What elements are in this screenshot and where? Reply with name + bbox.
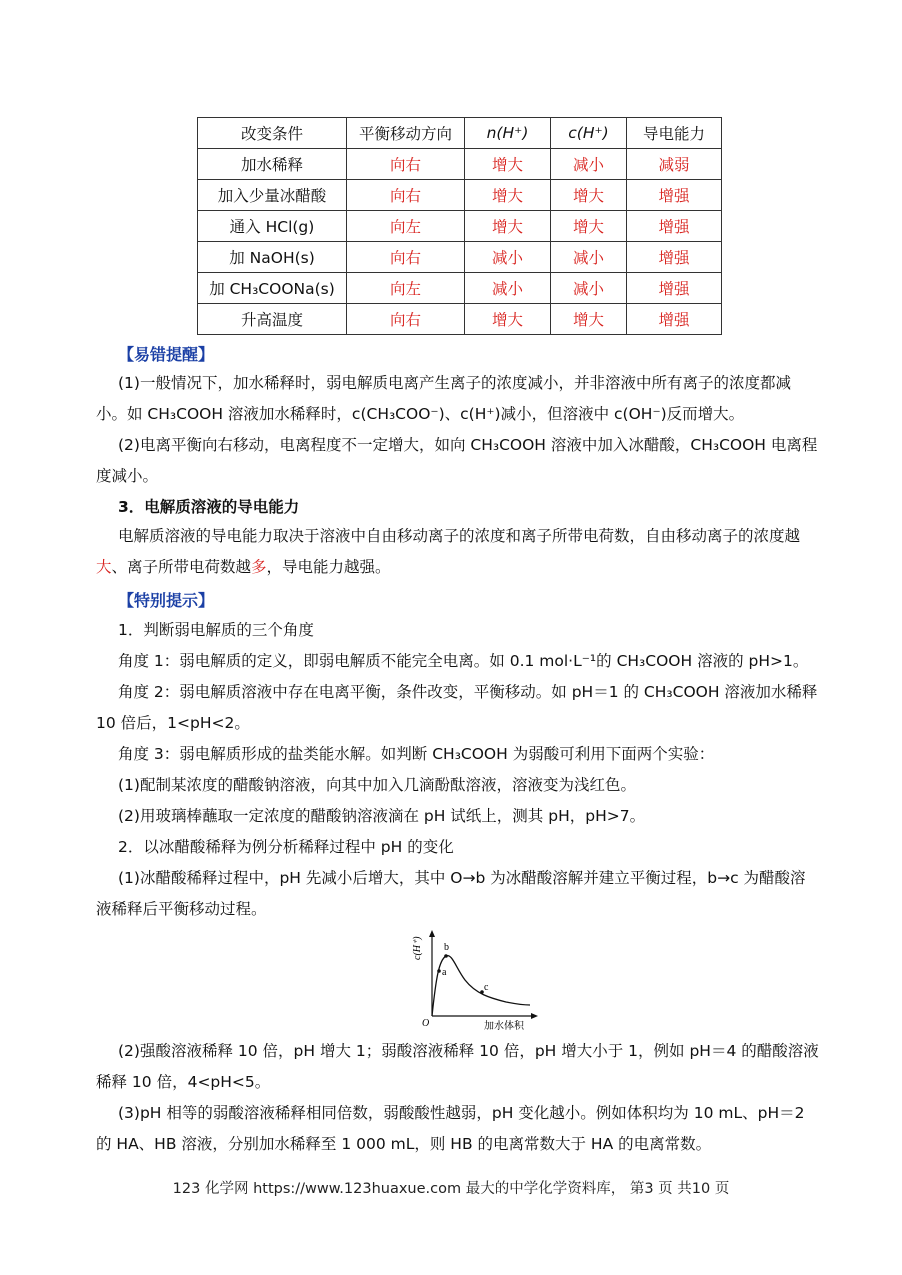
table-cell: 增强 xyxy=(627,273,722,304)
section-3-text-c: ，导电能力越强。 xyxy=(266,558,391,576)
table-cell: 增大 xyxy=(551,180,627,211)
table-cell: 增强 xyxy=(627,242,722,273)
table-cell: 增强 xyxy=(627,211,722,242)
table-cell: 加水稀释 xyxy=(198,149,347,180)
special-tip-heading-2: 2．以冰醋酸稀释为例分析稀释过程中 pH 的变化 xyxy=(118,838,454,856)
table-row xyxy=(198,304,722,335)
table-cell: 向右 xyxy=(347,180,465,211)
table-cell: 减弱 xyxy=(627,149,722,180)
table-cell: 加入少量冰醋酸 xyxy=(198,180,347,211)
experiment-1-text: (1)配制某浓度的醋酸钠溶液，向其中加入几滴酚酞溶液，溶液变为浅红色。 xyxy=(118,776,636,794)
error-tip-paragraph-2: (2)电离平衡向右移动，电离程度不一定增大，如向 CH₃COOH 溶液中加入冰醋酸，CH₃COOH 电离程度减小。 xyxy=(96,436,818,485)
table-cell: 向右 xyxy=(347,149,465,180)
table-header: c(H⁺) xyxy=(551,118,627,149)
dilution-text-2: (2)强酸溶液稀释 10 倍，pH 增大 1；弱酸溶液稀释 10 倍，pH 增大小于 1，例如 pH＝4 的醋酸溶液稀释 10 倍，4<pH<5。 xyxy=(96,1042,819,1091)
table-cell: 增大 xyxy=(551,304,627,335)
page-footer: 123 化学网 https://www.123huaxue.com 最大的中学化学资料库， 第3 页 共10 页 xyxy=(172,1181,730,1197)
experiment-2-text: (2)用玻璃棒蘸取一定浓度的醋酸钠溶液滴在 pH 试纸上，测其 pH，pH>7。 xyxy=(118,807,646,825)
table-header: 导电能力 xyxy=(627,118,722,149)
table-cell: 增大 xyxy=(465,211,551,242)
error-tip-paragraph-1: (1)一般情况下，加水稀释时，弱电解质电离产生离子的浓度减小，并非溶液中所有离子的浓度都减小。如 CH₃COOH 溶液加水稀释时，c(CH₃COO⁻)、c(H⁺)减小，但溶液中 c(OH⁻)反而增大。 xyxy=(96,374,791,423)
point-a-label: a xyxy=(442,967,447,978)
table-row xyxy=(198,149,722,180)
concentration-curve xyxy=(432,956,530,1016)
table-cell: 增大 xyxy=(465,180,551,211)
table-header-row xyxy=(198,118,722,149)
table-cell: 增大 xyxy=(465,149,551,180)
point-b-dot xyxy=(444,954,448,958)
table-cell: 增强 xyxy=(627,304,722,335)
table-row xyxy=(198,273,722,304)
table-row xyxy=(198,211,722,242)
point-b-label: b xyxy=(444,942,449,953)
x-axis-label: 加水体积 xyxy=(484,1021,524,1030)
special-tip-title: 【特别提示】 xyxy=(118,591,215,610)
section-3-paragraph xyxy=(96,521,821,583)
table-cell: 减小 xyxy=(551,273,627,304)
table-cell: 减小 xyxy=(551,242,627,273)
section-3-text-b: 、离子所带电荷数越 xyxy=(111,558,252,576)
table-cell: 增强 xyxy=(627,180,722,211)
table-cell: 向右 xyxy=(347,242,465,273)
section-3-text-a: 电解质溶液的导电能力取决于溶液中自由移动离子的浓度和离子所带电荷数，自由移动离子的浓度越 xyxy=(118,527,801,545)
table-row xyxy=(198,180,722,211)
origin-label: O xyxy=(422,1018,430,1029)
angle-2-text: 角度 2：弱电解质溶液中存在电离平衡，条件改变，平衡移动。如 pH＝1 的 CH₃COOH 溶液加水稀释 10 倍后，1<pH<2。 xyxy=(96,683,818,732)
table-cell: 减小 xyxy=(551,149,627,180)
table-cell: 加 CH₃COONa(s) xyxy=(198,273,347,304)
table-header: 平衡移动方向 xyxy=(347,118,465,149)
table-cell: 向左 xyxy=(347,273,465,304)
dilution-graph xyxy=(410,928,540,1030)
error-tip-title: 【易错提醒】 xyxy=(118,345,215,364)
table-cell: 升高温度 xyxy=(198,304,347,335)
point-c-label: c xyxy=(484,982,489,993)
point-a-dot xyxy=(437,969,441,973)
table-cell: 增大 xyxy=(465,304,551,335)
table-cell: 减小 xyxy=(465,273,551,304)
table-cell: 向右 xyxy=(347,304,465,335)
dilution-text-3: (3)pH 相等的弱酸溶液稀释相同倍数，弱酸酸性越弱，pH 变化越小。例如体积均为 10 mL、pH＝2 的 HA、HB 溶液，分别加水稀释至 1 000 mL，则 HB 的电离常数大于 HA 的电离常数。 xyxy=(96,1104,805,1153)
y-axis-arrow xyxy=(429,930,435,937)
keyword-many: 多 xyxy=(251,558,267,576)
table-cell: 减小 xyxy=(465,242,551,273)
table-cell: 增大 xyxy=(551,211,627,242)
angle-3-text: 角度 3：弱电解质形成的盐类能水解。如判断 CH₃COOH 为弱酸可利用下面两个实验： xyxy=(118,745,715,763)
x-axis-arrow xyxy=(531,1013,538,1019)
keyword-big: 大 xyxy=(96,558,112,576)
table-cell: 加 NaOH(s) xyxy=(198,242,347,273)
special-tip-heading-1: 1．判断弱电解质的三个角度 xyxy=(118,621,314,639)
table-cell: 向左 xyxy=(347,211,465,242)
table-header: 改变条件 xyxy=(198,118,347,149)
angle-1-text: 角度 1：弱电解质的定义，即弱电解质不能完全电离。如 0.1 mol·L⁻¹的 CH₃COOH 溶液的 pH>1。 xyxy=(118,652,809,670)
section-3-heading: 3．电解质溶液的导电能力 xyxy=(118,498,300,516)
condition-table xyxy=(197,117,722,335)
table-cell: 通入 HCl(g) xyxy=(198,211,347,242)
y-axis-label: c(H⁺) xyxy=(412,936,423,960)
table-row xyxy=(198,242,722,273)
dilution-text-1: (1)冰醋酸稀释过程中，pH 先减小后增大，其中 O→b 为冰醋酸溶解并建立平衡过程，b→c 为醋酸溶液稀释后平衡移动过程。 xyxy=(96,869,806,918)
table-header: n(H⁺) xyxy=(465,118,551,149)
